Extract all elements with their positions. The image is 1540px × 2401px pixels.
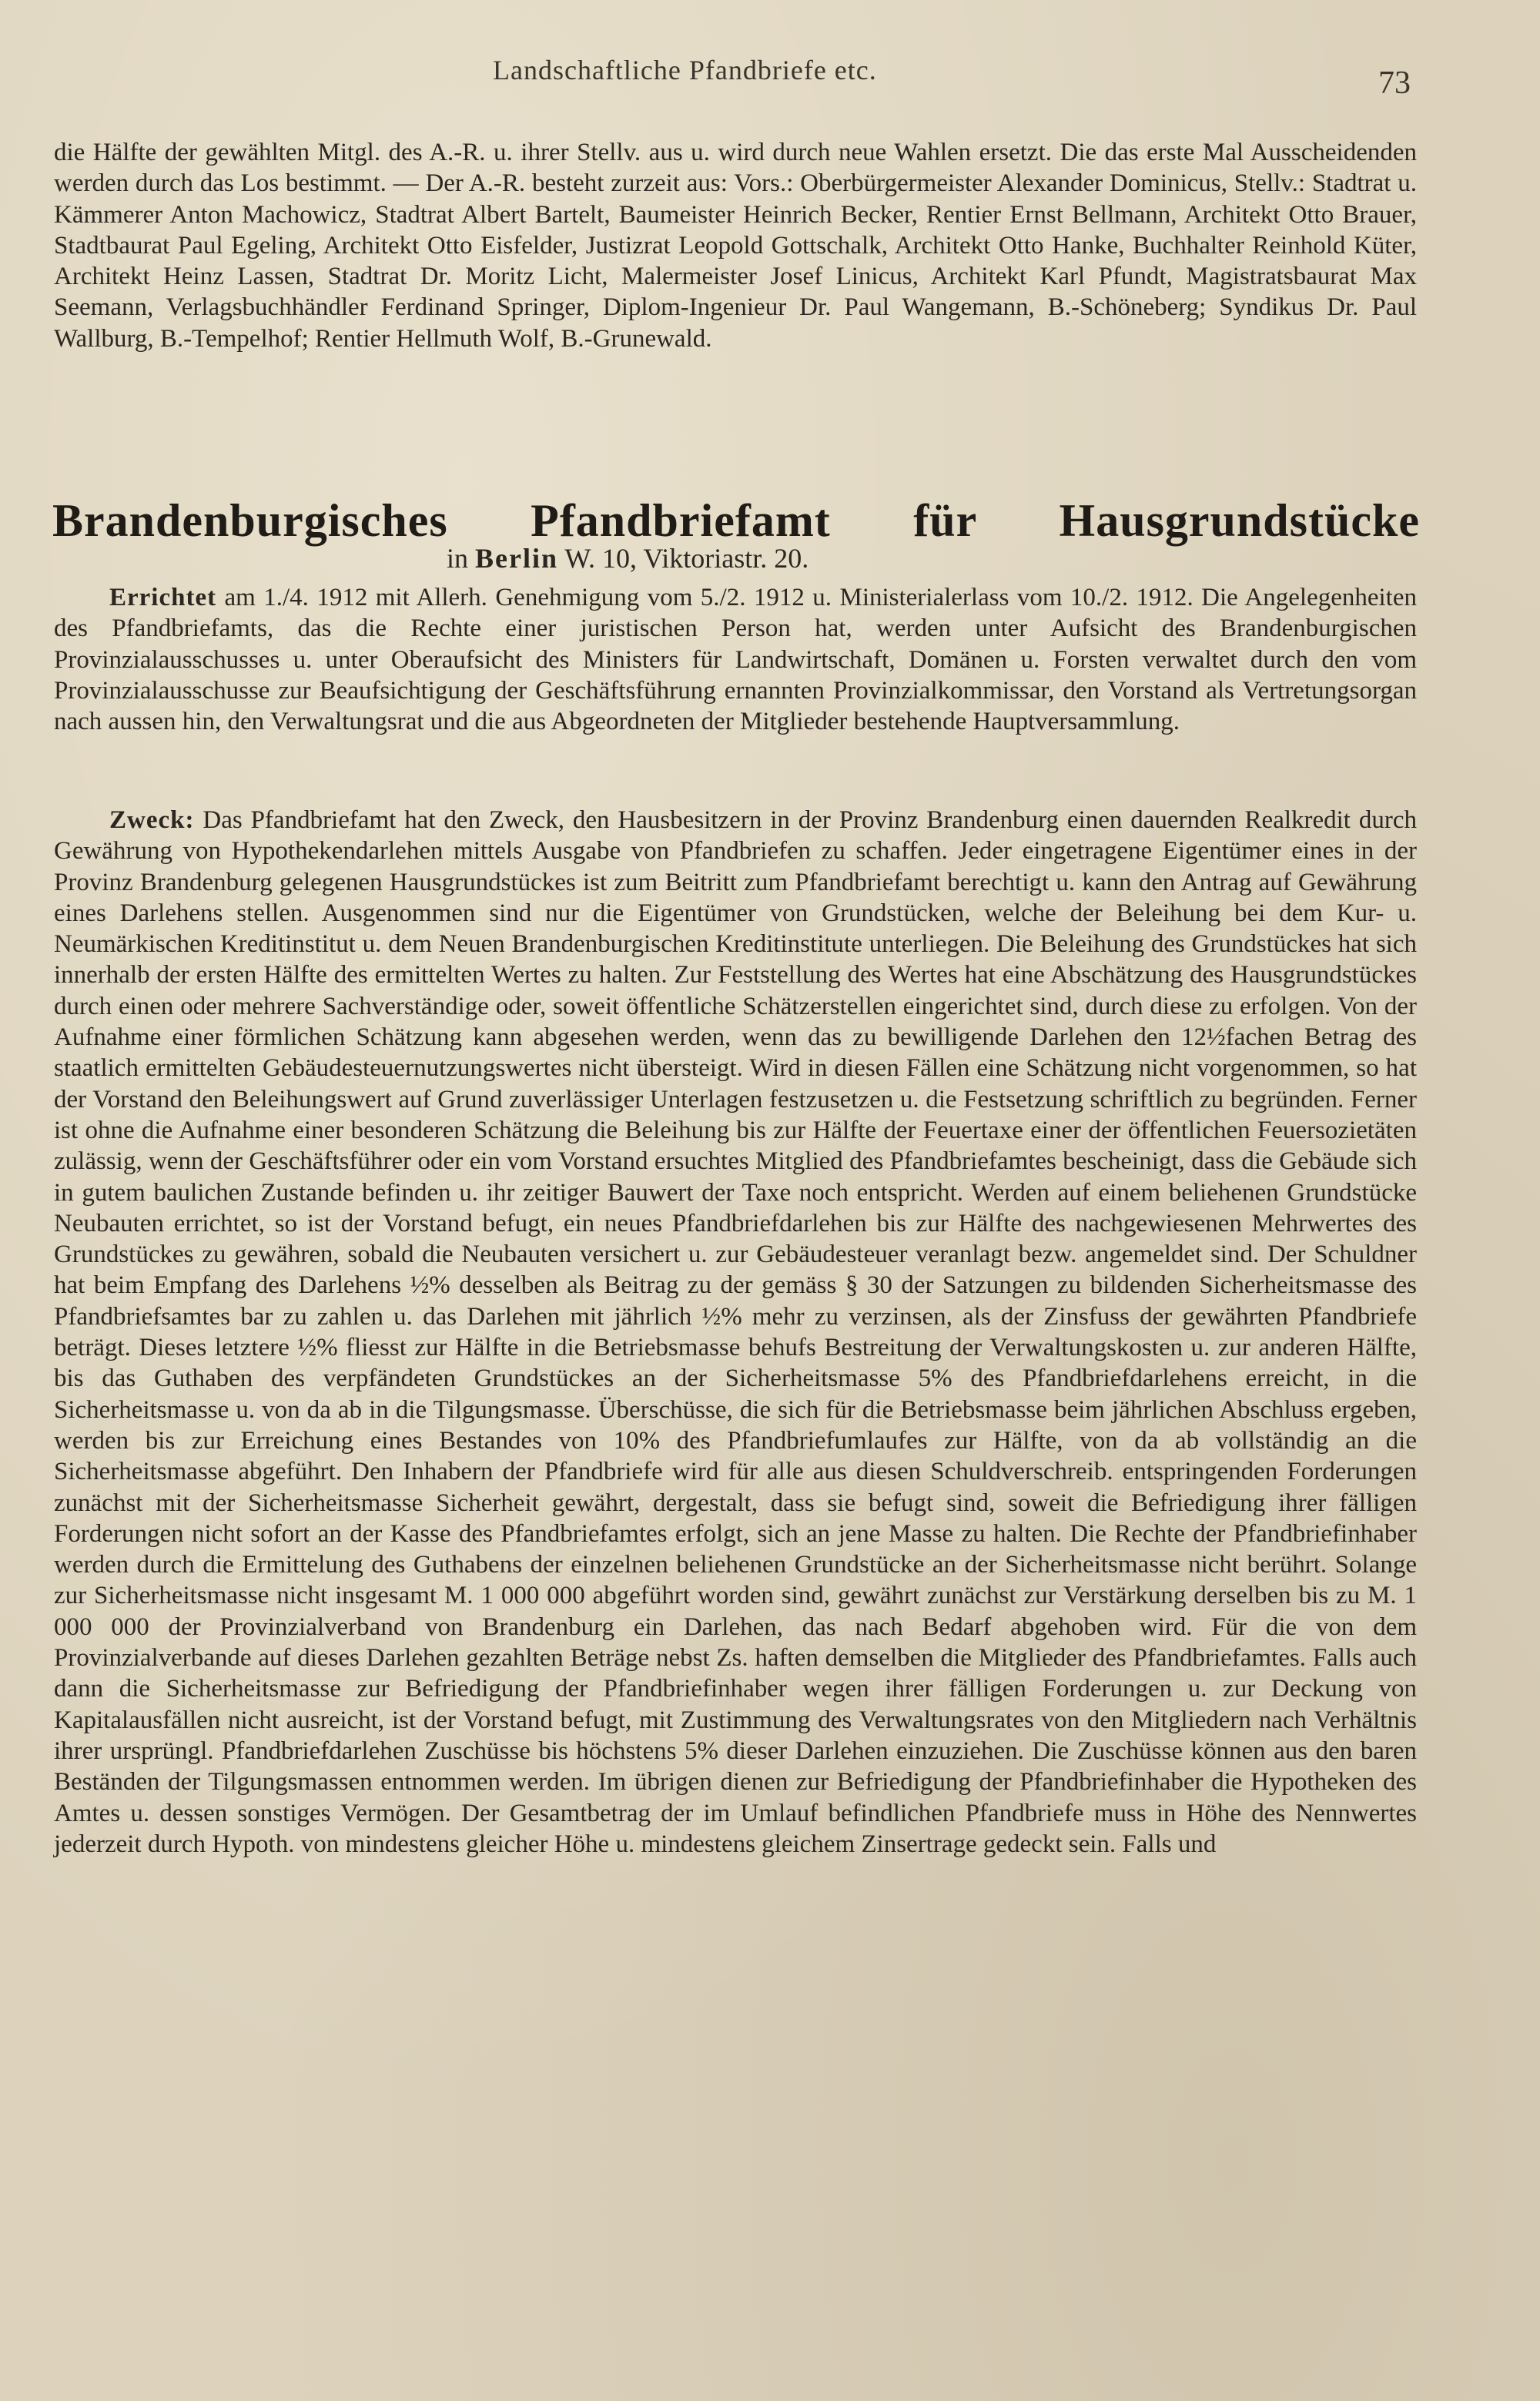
section-title: Brandenburgisches Pfandbriefamt für Hausgrundstücke bbox=[52, 495, 1420, 546]
section-sub-address: W. 10, Viktoriastr. 20. bbox=[564, 543, 809, 574]
errichtet-text: am 1./4. 1912 mit Allerh. Genehmigung vom 5./2. 1912 u. Ministerialerlass vom 10./2. 1912. Die Angelegenheiten des Pfandbriefamts, das die Rechte einer juristischen Person hat, werden unter Aufsicht des Brandenburgischen Provinzialausschusses u. unter Oberaufsicht des Ministers für Landwirtschaft, Domänen u. Forsten verwaltet durch den vom Provinzialausschusse zur Beaufsichtigung der Geschäftsführung ernannten Provinzialkommissar, den Vorstand als Vertretungsorgan nach aussen hin, den Verwaltungsrat und die aus Abgeordneten der Mitglieder bestehende Hauptversammlung. bbox=[54, 584, 1417, 736]
zweck-text: Das Pfandbriefamt hat den Zweck, den Hausbesitzern in der Provinz Brandenburg einen dauernden Realkredit durch Gewährung von Hypothekendarlehen mittels Ausgabe von Pfandbriefen zu schaffen. Jeder eingetragene Eigentümer eines in der Provinz Brandenburg gelegenen Hausgrundstückes ist zum Beitritt zum Pfandbriefamt berechtigt u. kann den Antrag auf Gewährung eines Darlehens stellen. Ausgenommen sind nur die Eigentümer von Grundstücken, welche der Beleihung bei dem Kur- u. Neumärkischen Kreditinstitut u. dem Neuen Brandenburgischen Kreditinstitute unterliegen. Die Beleihung des Grundstückes hat sich innerhalb der ersten Hälfte des ermittelten Wertes zu halten. Zur Feststellung des Wertes hat eine Abschätzung des Hausgrundstückes durch einen oder mehrere Sachverständige oder, soweit öffentliche Schätzerstellen eingerichtet sind, durch diese zu erfolgen. Von der Aufnahme einer förmlichen Schätzung kann abgesehen werden, wenn das zu bewilligende Darlehen den 12½fachen Betrag des staatlich ermittelten Gebäudesteuernutzungswertes nicht übersteigt. Wird in diesen Fällen eine Schätzung nicht vorgenommen, so hat der Vorstand den Beleihungswert auf Grund zuverlässiger Unterlagen festzusetzen u. die Festsetzung schriftlich zu begründen. Ferner ist ohne die Aufnahme einer besonderen Schätzung die Beleihung bis zur Hälfte der Feuertaxe einer der öffentlichen Feuersozietäten zulässig, wenn der Geschäftsführer oder ein vom Vorstand ersuchtes Mitglied des Pfandbriefamtes bescheinigt, dass die Gebäude sich in gutem baulichen Zustande befinden u. ihr zeitiger Bauwert der Taxe noch entspricht. Werden auf einem beliehenen Grundstücke Neubauten errichtet, so ist der Vorstand befugt, ein neues Pfandbriefdarlehen bis zur Hälfte des nachgewiesenen Mehrwertes des Grundstückes zu gewähren, sobald die Neubauten versichert u. zur Gebäudesteuer veranlagt bezw. angemeldet sind. Der Schuldner hat beim Empfang des Darlehens ½% desselben als Beitrag zu der gemäss § 30 der Satzungen zu bildenden Sicherheitsmasse des Pfandbriefsamtes bar zu zahlen u. das Darlehen mit jährlich ½% mehr zu verzinsen, als der Zinsfuss der gewährten Pfandbriefe beträgt. Dieses letztere ½% fliesst zur Hälfte in die Betriebsmasse behufs Bestreitung der Verwaltungskosten u. zur anderen Hälfte, bis das Guthaben des verpfändeten Grundstückes an der Sicherheitsmasse 5% des Pfandbriefdarlehens erreicht, in die Sicherheitsmasse u. von da ab in die Tilgungsmasse. Überschüsse, die sich für die Betriebsmasse beim jährlichen Abschluss ergeben, werden bis zur Erreichung eines Bestandes von 10% des Pfandbriefumlaufes zur Hälfte, von da ab vollständig an die Sicherheitsmasse abgeführt. Den Inhabern der Pfandbriefe wird für alle aus diesen Schuldverschreib. entspringenden Forderungen zunächst mit der Sicherheitsmasse Sicherheit gewährt, dergestalt, dass sie befugt sind, soweit die Befriedigung ihrer fälligen Forderungen nicht sofort an der Kasse des Pfandbriefamtes erfolgt, sich an jene Masse zu halten. Die Rechte der Pfandbriefinhaber werden durch die Ermittelung des Guthabens der einzelnen beliehenen Grundstücke an der Sicherheitsmasse nicht berührt. Solange zur Sicherheitsmasse nicht insgesamt M. 1 000 000 abgeführt worden sind, gewährt zunächst zur Verstärkung derselben bis zu M. 1 000 000 der Provinzialverband von Brandenburg ein Darlehen, das nach Bedarf abgehoben wird. Für die von dem Provinzialverbande auf dieses Darlehen gezahlten Beträge nebst Zs. haften demselben die Mitglieder des Pfandbriefamtes. Falls auch dann die Sicherheitsmasse zur Befriedigung der Pfandbriefinhaber wegen ihrer fälligen Forderungen u. zur Deckung von Kapitalausfällen nicht ausreicht, ist der Vorstand befugt, mit Zustimmung des Verwaltungsrates von den Mitgliedern nach Verhältnis ihrer ursprüngl. Pfandbriefdarlehen Zuschüsse bis höchstens 5% dieser Darlehen einzuziehen. Die Zuschüsse können aus den baren Beständen der Tilgungsmassen entnommen werden. Im übrigen dienen zur Befriedigung der Pfandbriefinhaber die Hypotheken des Amtes u. dessen sonstiges Vermögen. Der Gesamtbetrag der im Umlauf befindlichen Pfandbriefe muss in Höhe des Nennwertes jederzeit durch Hypoth. von mindestens gleicher Höhe u. mindestens gleichem Zinsertrage gedeckt sein. Falls und bbox=[54, 806, 1417, 1858]
intro-paragraph bbox=[54, 137, 1417, 354]
intro-paragraph-text: die Hälfte der gewählten Mitgl. des A.-R. u. ihrer Stellv. aus u. wird durch neue Wahlen ersetzt. Die das erste Mal Ausscheidenden werden durch das Los bestimmt. — Der A.-R. besteht zurzeit aus: Vors.: Oberbürgermeister Alexander Dominicus, Stellv.: Stadtrat u. Kämmerer Anton Machowicz, Stadtrat Albert Bartelt, Baumeister Heinrich Becker, Rentier Ernst Bellmann, Architekt Otto Brauer, Stadtbaurat Paul Egeling, Architekt Otto Eisfelder, Justizrat Leopold Gottschalk, Architekt Otto Hanke, Buchhalter Reinhold Küter, Architekt Heinz Lassen, Stadtrat Dr. Moritz Licht, Malermeister Josef Linicus, Architekt Karl Pfundt, Magistratsbaurat Max Seemann, Verlagsbuchhändler Ferdinand Springer, Diplom-Ingenieur Dr. Paul Wangemann, B.-Schöneberg; Syndikus Dr. Paul Wallburg, B.-Tempelhof; Rentier Hellmuth Wolf, B.-Grunewald. bbox=[54, 139, 1417, 353]
zweck-paragraph bbox=[54, 805, 1417, 1860]
zweck-lead: Zweck: bbox=[109, 806, 195, 834]
section-sub-city: Berlin bbox=[475, 543, 559, 574]
errichtet-paragraph bbox=[54, 582, 1417, 737]
running-title: Landschaftliche Pfandbriefe etc. bbox=[493, 55, 877, 85]
section-sub-prefix: in bbox=[447, 543, 469, 574]
section-subtitle bbox=[447, 541, 808, 575]
errichtet-lead: Errichtet bbox=[109, 584, 217, 611]
page-number: 73 bbox=[1378, 65, 1411, 101]
